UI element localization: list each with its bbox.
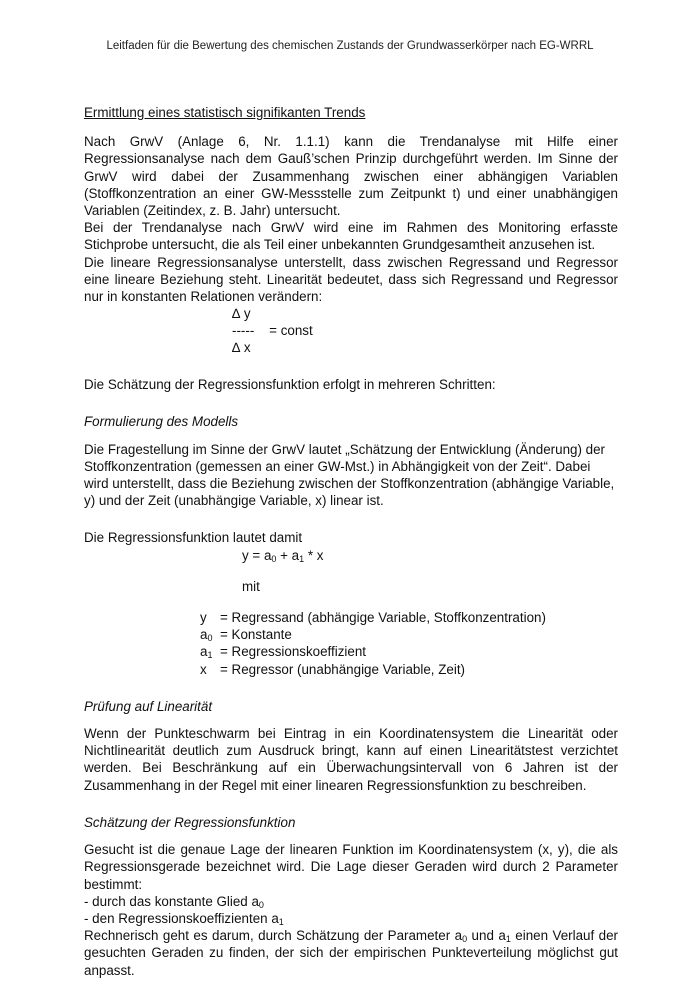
subheading-modell: Formulierung des Modells: [84, 414, 239, 430]
bullet-konstantes-glied: - durch das konstante Glied $a_0$: [84, 893, 264, 910]
formula-delta-x: ∆ x: [232, 340, 251, 356]
mit-label: mit: [242, 578, 260, 594]
formula-delta-y: ∆ y: [232, 306, 251, 322]
definition-x: x = Regressor (unabhängige Variable, Zeit): [200, 661, 466, 677]
paragraph-linearitaet: Die lineare Regressionsanalyse unterstellt, dass zwischen Regressand und Regressor eine lineare Beziehung steht. Linearität bedeutet, dass sich Regressand und Regressor nur in konstanten Relationen verändern:: [84, 254, 618, 305]
paragraph-rechnerisch: Rechnerisch geht es darum, durch Schätzung der Parameter $a_0$ und $a_1$ einen Verlauf der gesuchten Geraden zu finden, der sich der empirischen Punkteverteilung möglichst gut anpasst.: [84, 928, 619, 978]
paragraph-fragestellung: Die Fragestellung im Sinne der GrwV lautet „Schätzung der Entwicklung (Änderung) der Stoffkonzentration (gemessen an einer GW-Mst.) in Abhängigkeit von der Zeit“. Dabei wird unterstellt, dass die Beziehung zwischen der Stoffkonzentration (abhängige Variable, y) und der Zeit (unabhängige Variable, x) linear ist.: [84, 441, 615, 509]
linearity-formula: [84, 305, 618, 356]
definition-a1: $a_1$ = Regressionskoeffizient: [200, 644, 367, 661]
paragraph-schritte: Die Schätzung der Regressionsfunktion erfolgt in mehreren Schritten:: [84, 377, 496, 393]
variable-definitions: [84, 609, 618, 678]
paragraph-regressionsfunktion: Die Regressionsfunktion lautet damit: [84, 530, 303, 546]
running-header: Leitfaden für die Bewertung des chemischen Zustands der Grundwasserkörper nach EG-WRRL: [106, 40, 594, 52]
bullet-regressionskoeffizient: - den Regressionskoeffizienten $a_1$: [84, 910, 284, 927]
section-heading: Ermittlung eines statistisch signifikanten Trends: [84, 105, 366, 120]
paragraph-punkteschwarm: Wenn der Punkteschwarm bei Eintrag in ein Koordinatensystem die Linearität oder Nichtlinearität deutlich zum Ausdruck bringt, kann auf einen Linearitätstest verzichtet werden. Bei Beschränkung auf ein Überwachungsintervall von 6 Jahren ist der Zusammenhang in der Regel mit einer linearen Regressionsfunktion zu beschreiben.: [84, 726, 618, 793]
definition-y: y = Regressand (abhängige Variable, Stoffkonzentration): [200, 610, 546, 626]
regression-equation: $y = a_0 + a_1 * x$: [242, 547, 324, 564]
paragraph-lage: Gesucht ist die genaue Lage der linearen Funktion im Koordinatensystem (x, y), die als Regressionsgerade bezeichnet wird. Die Lage dieser Geraden wird durch 2 Parameter bestimmt:: [84, 842, 618, 892]
subheading-linearitaet: Prüfung auf Linearität: [84, 698, 213, 714]
definition-a0: $a_0$ = Konstante: [200, 627, 292, 644]
subheading-schaetzung: Schätzung der Regressionsfunktion: [84, 814, 296, 830]
page-content: [84, 104, 618, 979]
paragraph-intro: Nach GrwV (Anlage 6, Nr. 1.1.1) kann die Trendanalyse mit Hilfe einer Regressionsanalyse nach dem Gauß’schen Prinzip durchgeführt werden. Im Sinne der GrwV wird dabei der Zusammenhang zwischen einer abhängigen Variablen (Stoffkonzentration an einer GW-Messstelle zum Zeitpunkt t) und einer unabhängigen Variablen (Zeitindex, z. B. Jahr) untersucht.: [84, 134, 618, 219]
formula-fraction-line: ----- = const: [232, 323, 313, 339]
paragraph-stichprobe: Bei der Trendanalyse nach GrwV wird eine im Rahmen des Monitoring erfasste Stichprobe untersucht, die als Teil einer unbekannten Grundgesamtheit anzusehen ist.: [84, 220, 618, 253]
